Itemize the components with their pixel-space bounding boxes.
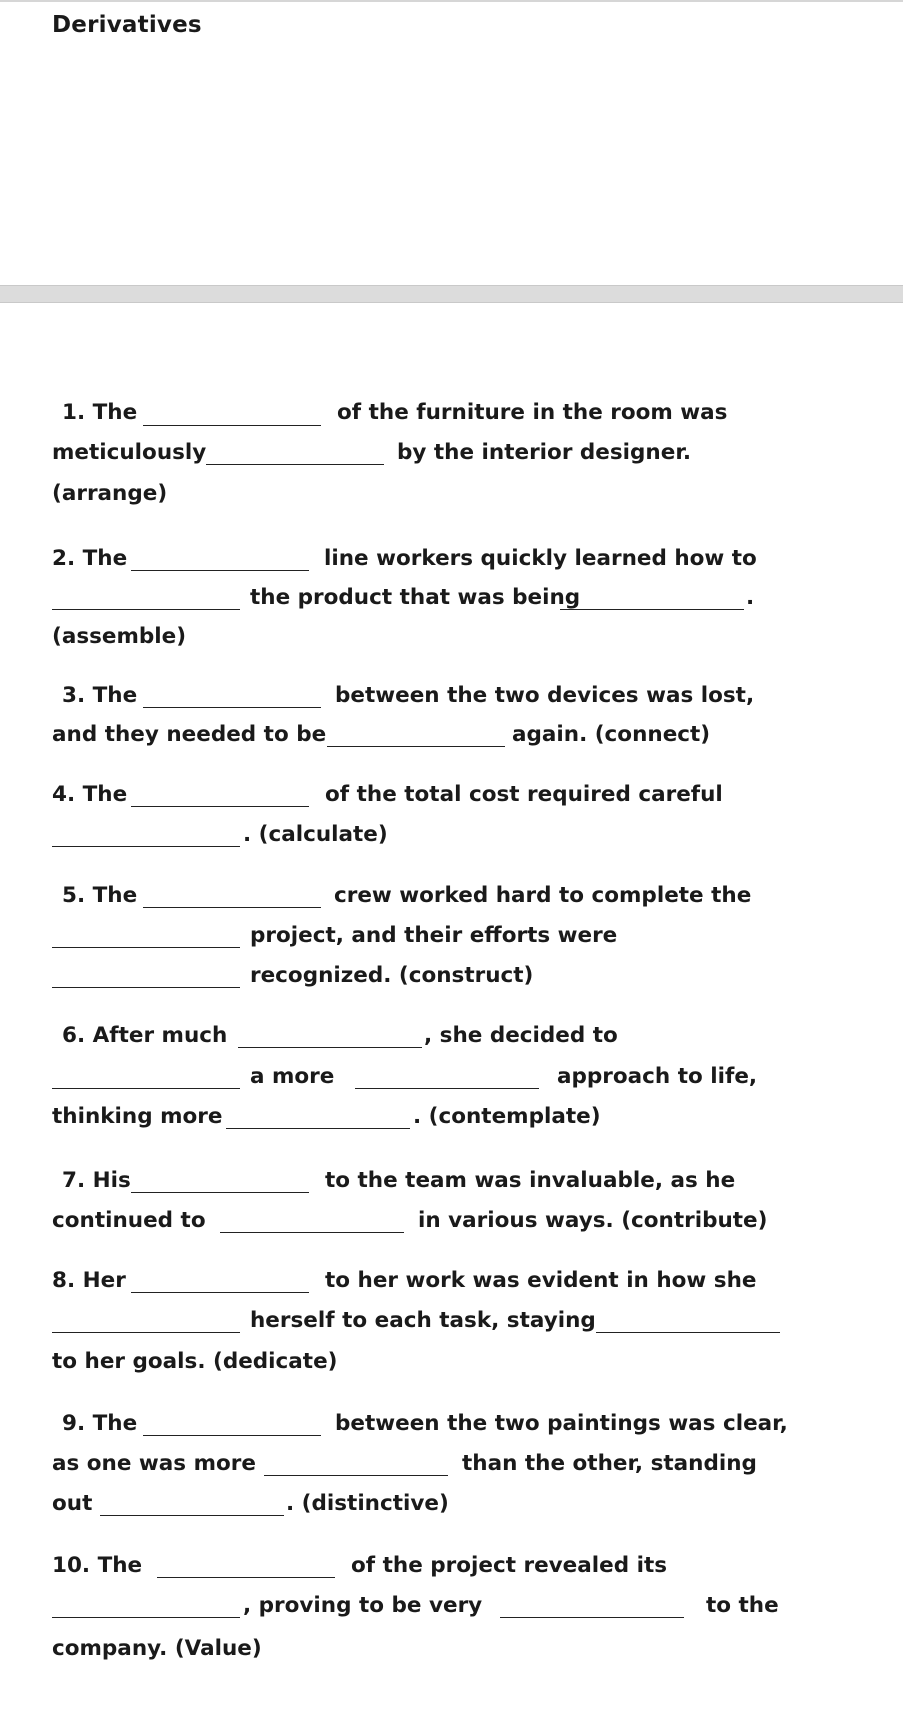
q1-line1-text-b: of the furniture in the room was — [337, 400, 728, 425]
q1-line2-text-a: meticulously — [52, 440, 207, 465]
q8-blank-1 — [131, 1292, 309, 1293]
q10-line1-text-a: 10. The — [52, 1553, 143, 1578]
q4-line2-text: . (calculate) — [243, 822, 388, 847]
q6-line1-text-a: 6. After much — [62, 1023, 228, 1048]
q3-line2-text-a: and they needed to be — [52, 722, 327, 747]
q9-line2-text-a: as one was more — [52, 1451, 256, 1476]
q8-blank-3 — [596, 1332, 780, 1333]
q6-line3-text-a: thinking more — [52, 1104, 223, 1129]
q2-line3-text: (assemble) — [52, 624, 187, 649]
q7-blank-1 — [131, 1192, 309, 1193]
q8-line1-text-b: to her work was evident in how she — [325, 1268, 757, 1293]
q2-line1-text-b: line workers quickly learned how to — [324, 546, 757, 571]
q7-line2-text-a: continued to — [52, 1208, 206, 1233]
q9-line3-text-b: . (distinctive) — [286, 1491, 449, 1516]
q5-line2-text: project, and their efforts were — [250, 923, 618, 948]
q9-line1-text-b: between the two paintings was clear, — [335, 1411, 788, 1436]
q5-blank-3 — [52, 987, 240, 988]
q1-blank-1 — [143, 425, 321, 426]
q9-blank-2 — [264, 1475, 448, 1476]
q5-line1-text-b: crew worked hard to complete the — [334, 883, 752, 908]
q8-blank-2 — [52, 1332, 240, 1333]
q1-blank-2 — [206, 464, 384, 465]
q2-blank-2 — [52, 609, 240, 610]
q6-blank-4 — [226, 1128, 410, 1129]
q4-blank-2 — [52, 846, 240, 847]
q9-line2-text-b: than the other, standing — [462, 1451, 757, 1476]
q8-line2-text: herself to each task, staying — [250, 1308, 596, 1333]
q3-blank-2 — [327, 746, 505, 747]
q10-line1-text-b: of the project revealed its — [351, 1553, 668, 1578]
q7-line2-text-b: in various ways. (contribute) — [418, 1208, 768, 1233]
q4-blank-1 — [131, 806, 309, 807]
q10-blank-1 — [157, 1577, 335, 1578]
q8-line3-text: to her goals. (dedicate) — [52, 1349, 338, 1374]
page-title: Derivatives — [52, 12, 202, 38]
q6-blank-3 — [355, 1088, 539, 1089]
q10-line3-text: company. (Value) — [52, 1636, 262, 1661]
q7-line1-text-b: to the team was invaluable, as he — [325, 1168, 736, 1193]
q3-blank-1 — [143, 707, 321, 708]
q5-blank-1 — [143, 907, 321, 908]
q6-line3-text-b: . (contemplate) — [413, 1104, 601, 1129]
q5-line1-text-a: 5. The — [62, 883, 138, 908]
q1-line3-text: (arrange) — [52, 481, 168, 506]
q9-blank-1 — [143, 1435, 321, 1436]
q9-blank-3 — [100, 1515, 284, 1516]
q4-line1-text-a: 4. The — [52, 782, 128, 807]
q10-line2-text-b: to the — [706, 1593, 779, 1618]
q10-blank-2 — [52, 1617, 240, 1618]
q8-line1-text-a: 8. Her — [52, 1268, 126, 1293]
q6-blank-2 — [52, 1088, 240, 1089]
top-divider — [0, 0, 903, 2]
q9-line1-text-a: 9. The — [62, 1411, 138, 1436]
q2-blank-1 — [131, 570, 309, 571]
q2-line2-text-a: the product that was being — [250, 585, 581, 610]
q6-blank-1 — [238, 1047, 422, 1048]
q6-line2-text-b: approach to life, — [557, 1064, 758, 1089]
q5-line3-text: recognized. (construct) — [250, 963, 534, 988]
q3-line1-text-a: 3. The — [62, 683, 138, 708]
q7-line1-text-a: 7. His — [62, 1168, 131, 1193]
q10-line2-text-a: , proving to be very — [243, 1593, 483, 1618]
q9-line3-text-a: out — [52, 1491, 93, 1516]
q2-line1-text-a: 2. The — [52, 546, 128, 571]
page-break — [0, 285, 903, 303]
q3-line1-text-b: between the two devices was lost, — [335, 683, 755, 708]
q1-line1-text-a: 1. The — [62, 400, 138, 425]
q6-line1-text-b: , she decided to — [424, 1023, 618, 1048]
q2-blank-3 — [560, 609, 744, 610]
q7-blank-2 — [220, 1232, 404, 1233]
q10-blank-3 — [500, 1617, 684, 1618]
q4-line1-text-b: of the total cost required careful — [325, 782, 723, 807]
q3-line2-text-b: again. (connect) — [512, 722, 711, 747]
q5-blank-2 — [52, 947, 240, 948]
q6-line2-text-a: a more — [250, 1064, 335, 1089]
q2-line2-text-b: . — [746, 585, 755, 610]
q1-line2-text-b: by the interior designer. — [397, 440, 692, 465]
